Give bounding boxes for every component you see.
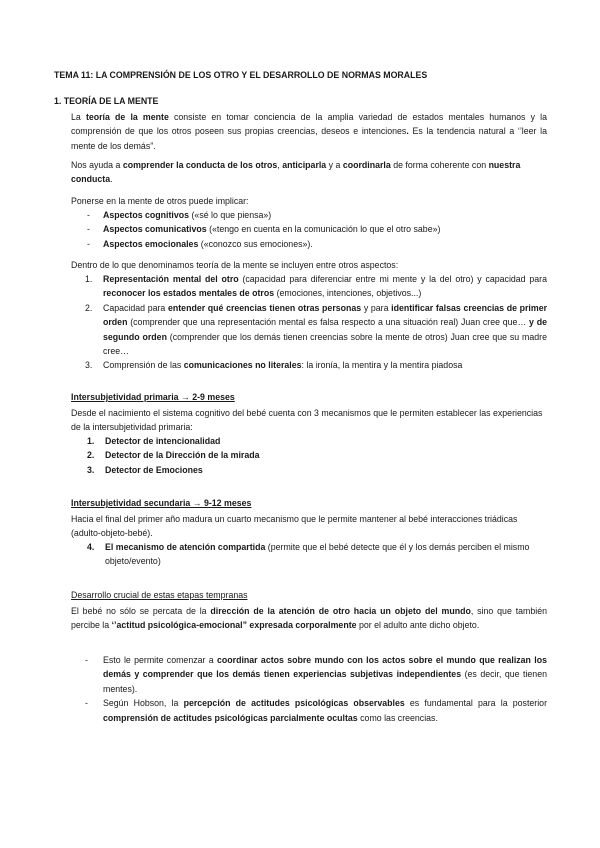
list-item: 1. Representación mental del otro (capacidad para diferenciar entre mi mente y la del otro) y capacidad para reconocer los estados mentales de otros (emociones, intenciones, objetivos...)	[85, 274, 548, 299]
list-item: 2. Capacidad para entender qué creencias tienen otras personas y para identificar falsas creencias de primer orden (comprender que una representación mental es falsa respecto a una situación real) Juan cree que… y de segundo orden (comprender que los demás tienen creencias sobre la mente de otros) Juan cree que su madre cree…	[85, 302, 548, 357]
desarrollo-list	[85, 653, 547, 725]
secundaria-list	[87, 540, 545, 569]
tom-aspects-list	[85, 272, 548, 373]
list-item: - Esto le permite comenzar a coordinar actos sobre mundo con los actos sobre el mundo que realizan los demás y comprender que los demás tienen experiencias subjetivas independientes (es decir, que tienen mentes).	[85, 655, 547, 694]
list-item: - Aspectos cognitivos («sé lo que piensa»)	[87, 210, 272, 220]
primaria-list	[87, 434, 545, 477]
desarrollo-text: El bebé no sólo se percata de la dirección de la atención de otro hacia un objeto del mundo, sino que también percibe la ‘’actitud psicológica-emocional” expresada corporalmente por el adulto ante dicho objeto.	[71, 606, 547, 631]
list-item: - Según Hobson, la percepción de actitudes psicológicas observables es fundamental para la posterior comprensión de actitudes psicológicas parcialmente ocultas como las creencias.	[85, 698, 547, 723]
list-item: 4. El mecanismo de atención compartida (permite que el bebé detecte que él y los demás perciben el mismo objeto/evento)	[87, 542, 530, 567]
paragraph-definition: La teoría de la mente consiste en tomar conciencia de la amplia variedad de estados mentales humanos y la comprensión de que los otros poseen sus propias creencias, deseos e intenciones. Es la tendencia natural a ‘’leer la mente de los demás”.	[71, 112, 547, 151]
primaria-heading: Intersubjetividad primaria → 2-9 meses	[71, 392, 235, 402]
desarrollo-heading: Desarrollo crucial de estas etapas tempranas	[71, 590, 248, 600]
paragraph-purpose: Nos ayuda a comprender la conducta de los otros, anticiparla y a coordinarla de forma coherente con nuestra conducta.	[71, 160, 521, 185]
list-item: 2. Detector de la Dirección de la mirada	[87, 450, 260, 461]
list-item: - Aspectos emocionales («conozco sus emociones»).	[87, 238, 313, 249]
list-item: 3. Comprensión de las comunicaciones no literales: la ironía, la mentira y la mentira piadosa	[85, 360, 463, 371]
secundaria-text: Hacia el final del primer año madura un cuarto mecanismo que le permite mantener al bebé interacciones triádicas (adulto-objeto-bebé).	[71, 514, 518, 539]
secundaria-heading: Intersubjetividad secundaria → 9-12 meses	[71, 498, 252, 508]
list-item: - Aspectos comunicativos («tengo en cuenta en la comunicación lo que el otro sabe»)	[87, 224, 441, 235]
list-item: 3. Detector de Emociones	[87, 464, 203, 475]
list-item: 1. Detector de intencionalidad	[87, 436, 221, 446]
paragraph-implies: Ponerse en la mente de otros puede implicar:	[71, 196, 249, 206]
document-title: TEMA 11: LA COMPRENSIÓN DE LOS OTRO Y EL DESARROLLO DE NORMAS MORALES	[54, 70, 428, 80]
paragraph-includes: Dentro de lo que denominamos teoría de la mente se incluyen entre otros aspectos:	[71, 260, 399, 270]
aspects-list	[87, 208, 547, 251]
section-heading: 1. TEORÍA DE LA MENTE	[54, 96, 159, 106]
primaria-text: Desde el nacimiento el sistema cognitivo del bebé cuenta con 3 mecanismos que le permiten establecer las experiencias de la intersubjetividad primaria:	[71, 408, 543, 433]
